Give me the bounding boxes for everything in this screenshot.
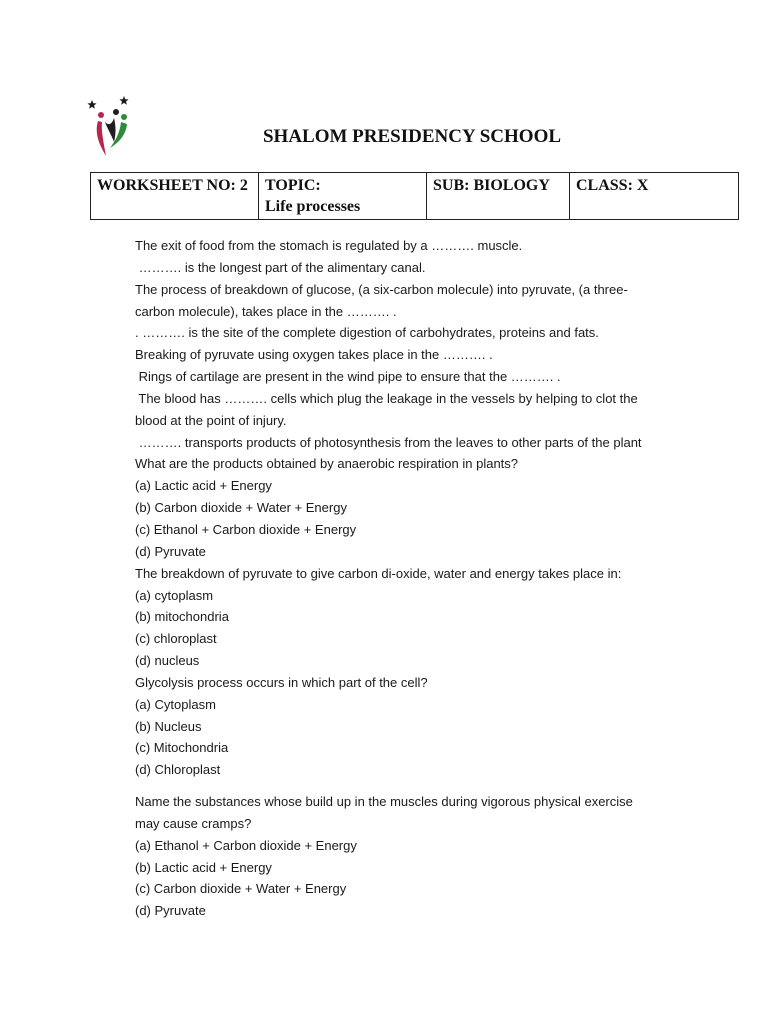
question-line: (a) Lactic acid + Energy <box>135 478 272 494</box>
question-line: (a) Ethanol + Carbon dioxide + Energy <box>135 837 357 853</box>
question-line: The breakdown of pyruvate to give carbon di-oxide, water and energy takes place in: <box>135 565 622 581</box>
question-line: (b) Lactic acid + Energy <box>135 859 272 875</box>
question-line: The exit of food from the stomach is regulated by a ………. muscle. <box>135 238 523 253</box>
question-line: ………. transports products of photosynthesis from the leaves to other parts of the plant <box>135 434 642 450</box>
topic-value: Life processes <box>265 198 361 215</box>
worksheet-questions <box>135 235 695 922</box>
question-line: Glycolysis process occurs in which part of the cell? <box>135 674 428 690</box>
spacer <box>135 781 695 791</box>
question-line: (d) Pyruvate <box>135 543 206 559</box>
question-line: . ………. is the site of the complete digestion of carbohydrates, proteins and fats. <box>135 325 599 341</box>
question-line: What are the products obtained by anaerobic respiration in plants? <box>135 456 519 472</box>
question-line: blood at the point of injury. <box>135 412 287 428</box>
question-line: The blood has ………. cells which plug the leakage in the vessels by helping to clot the <box>135 390 638 406</box>
question-line: may cause cramps? <box>135 815 252 831</box>
question-line: ………. is the longest part of the alimentary canal. <box>135 259 426 275</box>
topic-cell <box>259 173 427 220</box>
question-line: (b) Carbon dioxide + Water + Energy <box>135 500 347 516</box>
question-line: (c) Mitochondria <box>135 740 229 756</box>
topic-label: TOPIC: <box>265 177 321 194</box>
class-cell <box>570 173 739 220</box>
question-line: Rings of cartilage are present in the wind pipe to ensure that the ………. . <box>135 369 561 385</box>
question-line: (c) Carbon dioxide + Water + Energy <box>135 881 347 897</box>
question-line: (c) chloroplast <box>135 631 217 647</box>
question-line: (b) mitochondria <box>135 609 229 625</box>
class-label: CLASS: X <box>576 177 649 194</box>
question-line: (d) Pyruvate <box>135 903 206 919</box>
question-line: The process of breakdown of glucose, (a six-carbon molecule) into pyruvate, (a three- <box>135 281 628 297</box>
subject-cell <box>427 173 570 220</box>
worksheet-number-cell <box>91 173 259 220</box>
question-line: carbon molecule), takes place in the ………. . <box>135 303 397 319</box>
subject: SUB: BIOLOGY <box>433 177 550 194</box>
question-line: Breaking of pyruvate using oxygen takes place in the ………. . <box>135 347 493 363</box>
worksheet-header-table <box>90 172 739 220</box>
question-line: (d) Chloroplast <box>135 762 221 778</box>
school-name: SHALOM PRESIDENCY SCHOOL <box>262 126 562 147</box>
star-icon <box>119 96 128 105</box>
question-line: (c) Ethanol + Carbon dioxide + Energy <box>135 521 357 537</box>
question-line: (a) Cytoplasm <box>135 696 216 712</box>
star-icon <box>87 100 96 109</box>
question-line: (d) nucleus <box>135 653 200 669</box>
question-line: Name the substances whose build up in the muscles during vigorous physical exercise <box>135 794 633 810</box>
question-line: (a) cytoplasm <box>135 587 214 603</box>
worksheet-number: WORKSHEET NO: 2 <box>97 177 248 194</box>
question-line: (b) Nucleus <box>135 718 202 734</box>
